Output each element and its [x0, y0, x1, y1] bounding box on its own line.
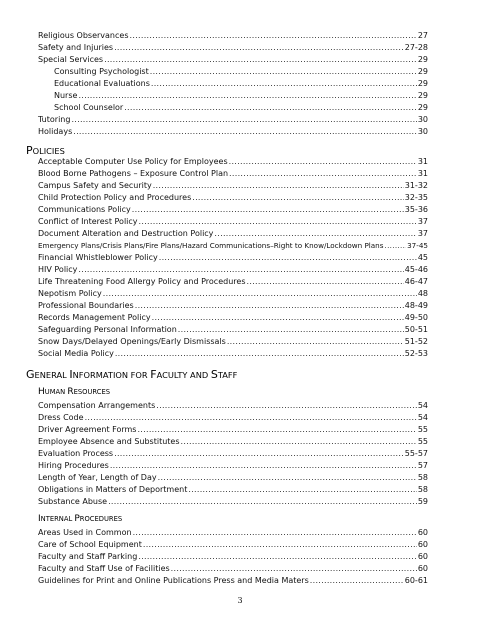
toc-entry[interactable]	[38, 179, 428, 191]
leader-dots	[151, 79, 417, 89]
leader-dots	[137, 425, 416, 435]
heading-initial: P	[26, 144, 33, 157]
toc-entry-label: Special Services	[38, 55, 104, 64]
leader-dots	[73, 127, 417, 137]
toc-entry-label: Religious Observances	[38, 31, 129, 40]
leader-dots	[133, 528, 417, 538]
toc-entry-label: Care of School Equipment	[38, 540, 142, 549]
toc-entry-label: Professional Boundaries	[38, 301, 134, 310]
toc-entry-page: 27-28	[404, 43, 428, 52]
heading-initial: H	[38, 387, 45, 397]
toc-entry-page: 29	[417, 67, 428, 76]
leader-dots	[115, 349, 404, 359]
toc-entry-page: 29	[417, 79, 428, 88]
toc-entry-label: Safeguarding Personal Information	[38, 325, 177, 334]
toc-entry[interactable]	[38, 347, 428, 359]
internal-procedures-heading	[38, 514, 122, 524]
leader-dots	[171, 564, 417, 574]
toc-entry-page: 58	[417, 473, 428, 482]
toc-entry-page: 60	[417, 552, 428, 561]
leader-dots	[181, 437, 417, 447]
leader-dots	[130, 31, 417, 41]
toc-entry-page: 57	[417, 461, 428, 470]
toc-entry[interactable]	[38, 526, 428, 538]
toc-entry-label: Conflict of Interest Policy	[38, 217, 138, 226]
toc-entry[interactable]	[38, 287, 428, 299]
toc-entry-label: Employee Absence and Substitutes	[38, 437, 180, 446]
heading-rest: ESOURCES	[73, 388, 111, 396]
leader-dots	[114, 43, 404, 53]
toc-entry[interactable]	[38, 191, 428, 203]
toc-entry-page: 55-57	[404, 449, 428, 458]
toc-entry-page: 54	[417, 413, 428, 422]
toc-entry-page: 29	[417, 103, 428, 112]
leader-dots	[104, 55, 417, 65]
toc-entry-label: Areas Used in Common	[38, 528, 132, 537]
leader-dots	[310, 576, 404, 586]
toc-entry-label: Financial Whistleblower Policy	[38, 253, 158, 262]
toc-subentry[interactable]	[54, 101, 428, 113]
toc-entry-page: 55	[417, 425, 428, 434]
leader-dots	[103, 289, 417, 299]
toc-entry[interactable]	[38, 423, 428, 435]
toc-entry[interactable]	[38, 447, 428, 459]
leader-dots	[78, 265, 403, 275]
page-number: 3	[237, 596, 243, 605]
toc-entry-page: 45-46	[404, 265, 428, 274]
leader-dots	[178, 325, 404, 335]
leader-dots	[158, 473, 417, 483]
leader-dots	[78, 91, 416, 101]
leader-dots	[246, 277, 403, 287]
leader-dots	[124, 103, 417, 113]
heading-initial: S	[210, 368, 218, 381]
leader-dots	[214, 229, 416, 239]
leader-dots	[229, 169, 417, 179]
toc-entry-page: 55	[417, 437, 428, 446]
heading-initial: F	[150, 368, 157, 381]
toc-entry[interactable]	[38, 125, 428, 137]
toc-entry[interactable]	[38, 41, 428, 53]
toc-entry-page: 32-35	[404, 193, 428, 202]
toc-entry-label: Document Alteration and Destruction Policy	[38, 229, 214, 238]
toc-entry-label: Educational Evaluations	[54, 79, 150, 88]
toc-entry-page: 60	[417, 540, 428, 549]
heading-rest: NTERNAL	[40, 515, 75, 523]
leader-dots	[150, 67, 417, 77]
toc-entry-page: 59	[417, 497, 428, 506]
toc-entry-page: 60	[417, 528, 428, 537]
leader-dots	[132, 205, 404, 215]
general-information-heading	[26, 368, 237, 381]
toc-entry-page: 49-50	[404, 313, 428, 322]
leader-dots	[114, 449, 404, 459]
leader-dots	[227, 337, 404, 347]
toc-entry-label: Evaluation Process	[38, 449, 114, 458]
heading-rest: OLICIES	[32, 146, 65, 156]
leader-dots	[138, 552, 417, 562]
heading-rest: UMAN	[44, 388, 68, 396]
toc-entry[interactable]	[38, 335, 428, 347]
toc-entry[interactable]	[38, 155, 428, 167]
toc-entry[interactable]	[38, 203, 428, 215]
toc-entry[interactable]	[38, 435, 428, 447]
heading-initial: R	[67, 387, 74, 397]
toc-entry-page: 31	[417, 169, 428, 178]
toc-entry-page: 30	[417, 115, 428, 124]
toc-entry[interactable]	[38, 113, 428, 125]
toc-entry[interactable]	[38, 239, 428, 251]
toc-entry-page: 29	[417, 91, 428, 100]
leader-dots	[384, 241, 406, 251]
toc-subentry[interactable]	[54, 89, 428, 101]
toc-entry-page: 45	[417, 253, 428, 262]
toc-entry-page: 46-47	[404, 277, 428, 286]
heading-rest: ENERAL	[34, 370, 70, 380]
toc-entry-label: Snow Days/Delayed Openings/Early Dismissals	[38, 337, 226, 346]
toc-entry[interactable]	[38, 263, 428, 275]
toc-entry-page: 37	[417, 229, 428, 238]
leader-dots	[153, 181, 404, 191]
heading-initial: G	[26, 368, 35, 381]
toc-entry-page: 48	[417, 289, 428, 298]
leader-dots	[139, 217, 417, 227]
toc-entry-page: 29	[417, 55, 428, 64]
toc-entry[interactable]	[38, 299, 428, 311]
toc-entry[interactable]	[38, 29, 428, 41]
toc-entry[interactable]	[38, 483, 428, 495]
toc-entry[interactable]	[38, 323, 428, 335]
toc-entry-label: School Counselor	[54, 103, 124, 112]
toc-entry-label: Communications Policy	[38, 205, 131, 214]
toc-entry-page: 37-45	[407, 241, 428, 250]
toc-entry[interactable]	[38, 550, 428, 562]
heading-initial: P	[74, 514, 80, 524]
toc-entry[interactable]	[38, 574, 428, 586]
toc-entry-label: Compensation Arrangements	[38, 401, 156, 410]
toc-entry-page: 51-52	[404, 337, 428, 346]
leader-dots	[229, 157, 417, 167]
leader-dots	[110, 461, 417, 471]
leader-dots	[85, 413, 417, 423]
leader-dots	[71, 115, 416, 125]
toc-entry-page: 31	[417, 157, 428, 166]
toc-entry[interactable]	[38, 251, 428, 263]
toc-subentry[interactable]	[54, 65, 428, 77]
toc-entry-label: Consulting Psychologist	[54, 67, 149, 76]
heading-rest: ROCEDURES	[79, 515, 123, 523]
toc-entry-label: Hiring Procedures	[38, 461, 109, 470]
toc-entry-page: 52-53	[404, 349, 428, 358]
toc-subentry[interactable]	[54, 77, 428, 89]
toc-entry-page: 50-51	[404, 325, 428, 334]
toc-entry-label: Nurse	[54, 91, 78, 100]
toc-entry-label: Guidelines for Print and Online Publications Press and Media Maters	[38, 576, 309, 585]
toc-entry[interactable]	[38, 311, 428, 323]
toc-entry[interactable]	[38, 53, 428, 65]
toc-entry[interactable]	[38, 538, 428, 550]
toc-entry-label: Length of Year, Length of Day	[38, 473, 157, 482]
toc-entry[interactable]	[38, 471, 428, 483]
toc-entry-page: 37	[417, 217, 428, 226]
heading-initial: I	[38, 514, 41, 524]
heading-rest: TAFF	[217, 370, 238, 380]
toc-entry[interactable]	[38, 215, 428, 227]
heading-rest: ACULTY AND	[156, 370, 211, 380]
toc-entry-label: HIV Policy	[38, 265, 78, 274]
toc-entry[interactable]	[38, 459, 428, 471]
leader-dots	[156, 401, 417, 411]
toc-entry-label: Faculty and Staff Parking	[38, 552, 138, 561]
leader-dots	[188, 485, 416, 495]
toc-entry-label: Records Management Policy	[38, 313, 151, 322]
toc-entry[interactable]	[38, 495, 428, 507]
toc-entry-label: Substance Abuse	[38, 497, 108, 506]
heading-initial: I	[69, 368, 73, 381]
toc-entry-page: 58	[417, 485, 428, 494]
toc-entry-label: Holidays	[38, 127, 73, 136]
toc-entry-label: Faculty and Staff Use of Facilities	[38, 564, 170, 573]
toc-entry[interactable]	[38, 167, 428, 179]
toc-entry-label: Safety and Injuries	[38, 43, 114, 52]
toc-entry-label: Child Protection Policy and Procedures	[38, 193, 192, 202]
toc-entry[interactable]	[38, 399, 428, 411]
toc-entry-label: Life Threatening Food Allergy Policy and Procedures	[38, 277, 246, 286]
toc-entry-label: Nepotism Policy	[38, 289, 102, 298]
leader-dots	[159, 253, 417, 263]
toc-entry-page: 27	[417, 31, 428, 40]
toc-entry[interactable]	[38, 227, 428, 239]
heading-rest: NFORMATION FOR	[72, 370, 151, 380]
toc-entry[interactable]	[38, 275, 428, 287]
toc-entry-label: Social Media Policy	[38, 349, 114, 358]
toc-entry-page: 48-49	[404, 301, 428, 310]
toc-entry-page: 54	[417, 401, 428, 410]
toc-entry-label: Dress Code	[38, 413, 84, 422]
leader-dots	[135, 301, 404, 311]
toc-entry-label: Obligations in Matters of Deportment	[38, 485, 188, 494]
toc-entry-label: Blood Borne Pathogens – Exposure Control Plan	[38, 169, 229, 178]
toc-entry-page: 60-61	[404, 576, 428, 585]
toc-entry-label: Emergency Plans/Crisis Plans/Fire Plans/Hazard Communications–Right to Know/Lockdown Plans	[38, 241, 384, 250]
leader-dots	[152, 313, 404, 323]
toc-entry[interactable]	[38, 562, 428, 574]
toc-entry-label: Tutoring	[38, 115, 71, 124]
leader-dots	[192, 193, 404, 203]
leader-dots	[108, 497, 417, 507]
toc-entry-page: 31-32	[404, 181, 428, 190]
toc-entry-page: 30	[417, 127, 428, 136]
toc-entry-label: Campus Safety and Security	[38, 181, 152, 190]
toc-entry[interactable]	[38, 411, 428, 423]
toc-entry-page: 35-36	[404, 205, 428, 214]
human-resources-heading	[38, 387, 110, 397]
toc-entry-label: Driver Agreement Forms	[38, 425, 137, 434]
toc-entry-page: 60	[417, 564, 428, 573]
toc-entry-label: Acceptable Computer Use Policy for Employees	[38, 157, 228, 166]
leader-dots	[143, 540, 417, 550]
